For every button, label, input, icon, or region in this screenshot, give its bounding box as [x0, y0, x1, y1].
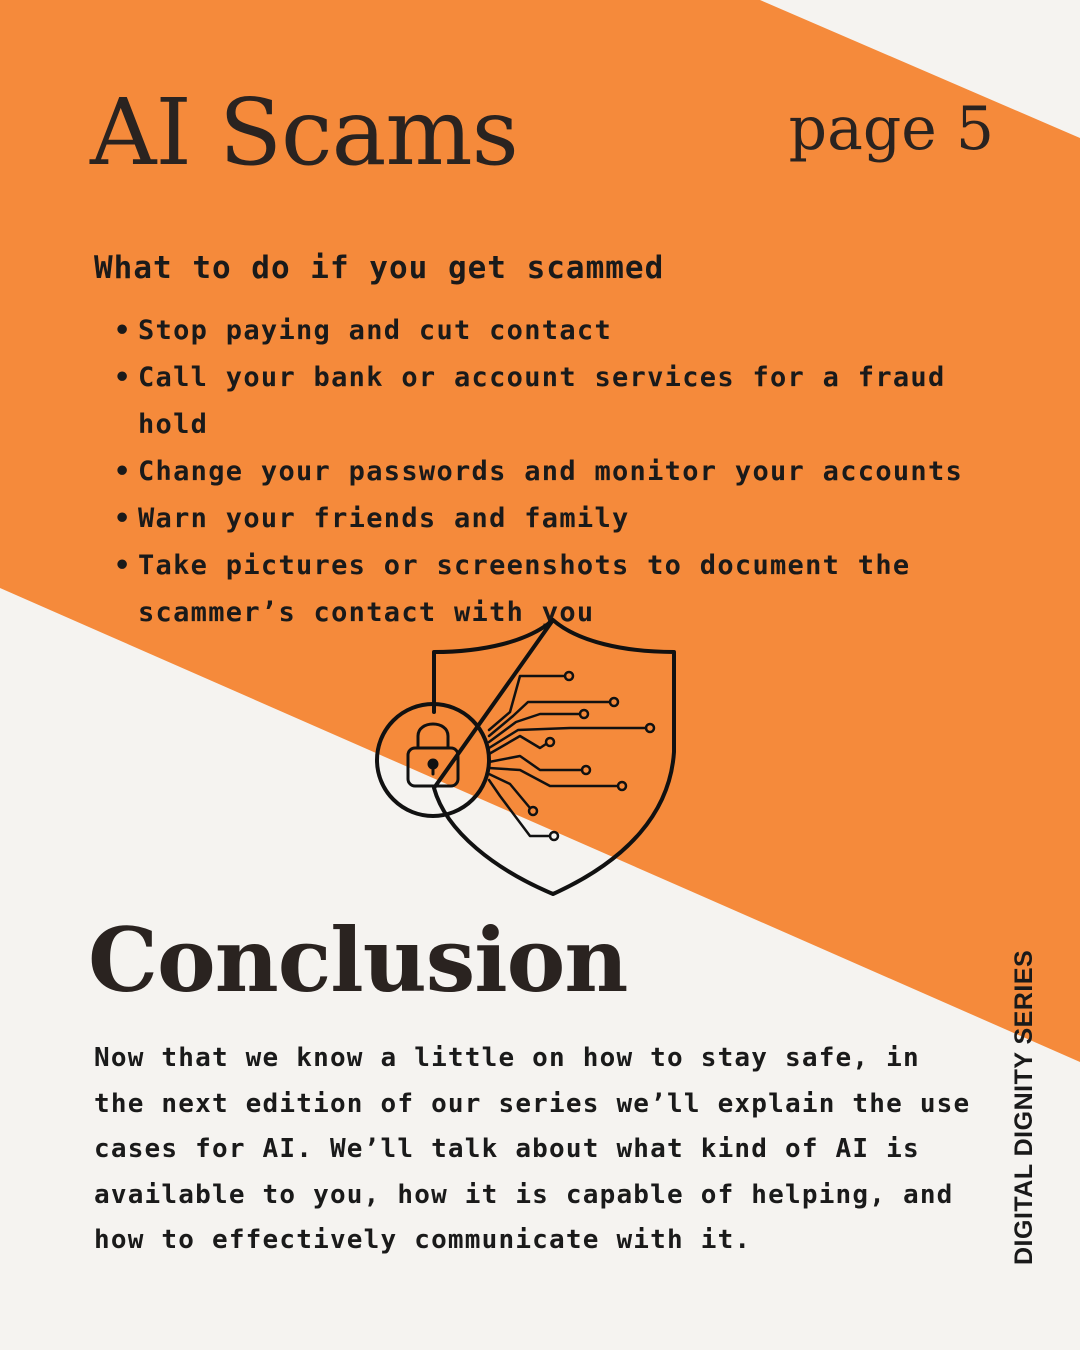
- steps-heading: What to do if you get scammed: [94, 250, 665, 286]
- series-label: DIGITAL DIGNITY SERIES: [1010, 949, 1038, 1265]
- steps-list: [114, 307, 1014, 636]
- list-item: • Stop paying and cut contact: [114, 307, 1014, 354]
- shield-lock-circuit-icon: [370, 612, 690, 902]
- list-item: • Call your bank or account services for a fraud hold: [114, 354, 1014, 448]
- conclusion-title: Conclusion: [88, 908, 628, 1012]
- page-title: AI Scams: [90, 79, 518, 186]
- list-item: • Warn your friends and family: [114, 495, 1014, 542]
- list-item: • Change your passwords and monitor your accounts: [114, 448, 1014, 495]
- list-item: • Take pictures or screenshots to document the scammer’s contact with you: [114, 542, 1014, 636]
- conclusion-body: Now that we know a little on how to stay safe, in the next edition of our series we’ll explain the use cases for AI. We’ll talk about what kind of AI is available to you, how it is capable of helping, and how to effectively communicate with it.: [94, 1043, 971, 1255]
- page-number: page 5: [788, 94, 994, 164]
